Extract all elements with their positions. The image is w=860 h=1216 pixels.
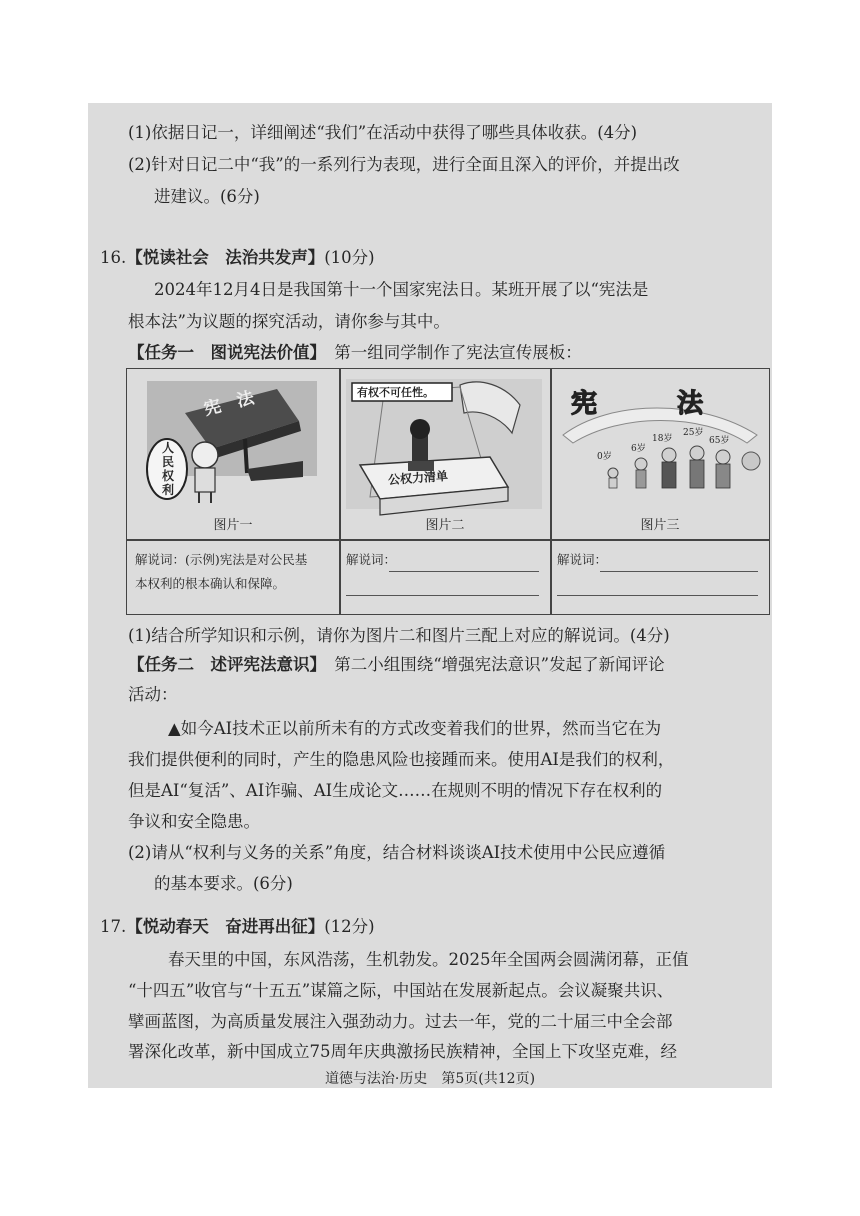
q15-part1: (1)依据日记一，详细阐述“我们”在活动中获得了哪些具体收获。(4分): [128, 123, 638, 142]
q17-line1: 春天里的中国，东风浩荡，生机勃发。2025年全国两会圆满闭幕，正值: [168, 950, 689, 969]
q16-intro-line2: 根本法”为议题的探究活动，请你参与其中。: [128, 312, 450, 331]
q16-score: (10分): [324, 248, 375, 267]
q16-part1: (1)结合所学知识和示例，请你为图片二和图片三配上对应的解说词。(4分): [128, 626, 670, 645]
picture-two-explanation-label: 解说词：: [346, 552, 397, 567]
q17-number: 17.: [100, 917, 127, 936]
task1-text: 第一组同学制作了宪法宣传展板：: [334, 343, 582, 362]
picture-one-label: 人民权利: [161, 441, 174, 497]
picture-two-box-label: 公权力清单: [387, 468, 449, 488]
exam-page: [88, 103, 772, 1088]
age-label: 65岁: [709, 436, 730, 446]
task2-line2: 活动：: [128, 685, 178, 704]
table-divider: [127, 539, 769, 541]
picture-three-answer-line[interactable]: [557, 595, 758, 596]
task2-text: 第二小组围绕“增强宪法意识”发起了新闻评论: [334, 655, 665, 674]
poster-table: [126, 368, 770, 615]
age-label: 6岁: [631, 444, 646, 454]
picture-two-caption: 图片二: [425, 518, 465, 533]
picture-three-banner-right: 法: [677, 389, 704, 419]
picture-three-caption: 图片三: [640, 518, 680, 533]
task2-line: [128, 653, 665, 677]
picture-two-answer-line[interactable]: [346, 595, 539, 596]
task2-title: 【任务二 述评宪法意识】: [128, 655, 318, 674]
q16-part2-line2: 的基本要求。(6分): [154, 874, 293, 893]
q17-title: 【悦动春天 奋进再出征】: [126, 917, 325, 936]
age-label: 18岁: [652, 434, 673, 444]
picture-three-cell: [551, 369, 769, 539]
picture-three-explanation-label: 解说词：: [557, 552, 608, 567]
picture-three-answer-line[interactable]: [600, 571, 758, 572]
news-line3: 但是AI“复活”、AI诈骗、AI生成论文……在规则不明的情况下存在权利的: [128, 781, 663, 800]
q17-line4: 署深化改革，新中国成立75周年庆典激扬民族精神，全国上下攻坚克难，经: [128, 1042, 677, 1061]
q17-line2: “十四五”收官与“十五五”谋篇之际，中国站在发展新起点。会议凝聚共识、: [128, 981, 674, 1000]
picture-two-cell: [340, 369, 550, 539]
picture-two-answer-line[interactable]: [389, 571, 539, 572]
news-line4: 争议和安全隐患。: [128, 812, 260, 831]
picture-one-cell: [127, 369, 339, 539]
age-label: 0岁: [597, 452, 612, 462]
page-footer: 道德与法治·历史 第5页(共12页): [324, 1071, 536, 1087]
task1-line: [128, 341, 582, 365]
picture-one-explanation-line1: 解说词：(示例)宪法是对公民基: [135, 552, 308, 567]
q15-part2-line1: (2)针对日记二中“我”的一系列行为表现，进行全面且深入的评价，并提出改: [128, 155, 680, 174]
q17-line3: 擘画蓝图，为高质量发展注入强劲动力。过去一年，党的二十届三中全会部: [128, 1012, 673, 1031]
picture-two-sign: 有权不可任性。: [357, 386, 434, 399]
q16-heading: [100, 246, 375, 270]
q17-heading: [100, 915, 375, 939]
q17-score: (12分): [324, 917, 375, 936]
news-line1: ▲如今AI技术正以前所未有的方式改变着我们的世界，然而当它在为: [168, 719, 662, 738]
news-line2: 我们提供便利的同时，产生的隐患风险也接踵而来。使用AI是我们的权利，: [128, 750, 675, 769]
task1-title: 【任务一 图说宪法价值】: [128, 343, 318, 362]
q16-intro-line1: 2024年12月4日是我国第十一个国家宪法日。某班开展了以“宪法是: [154, 280, 649, 299]
picture-one-caption: 图片一: [213, 518, 253, 533]
q16-title: 【悦读社会 法治共发声】: [126, 248, 325, 267]
picture-one-explanation-line2: 本权利的根本确认和保障。: [135, 576, 286, 591]
picture-one-sign: 宪 法: [201, 388, 257, 420]
age-label: 25岁: [683, 428, 704, 438]
q15-part2-line2: 进建议。(6分): [154, 187, 260, 206]
q16-number: 16.: [100, 248, 127, 267]
picture-three-banner-left: 宪: [571, 389, 598, 419]
q16-part2-line1: (2)请从“权利与义务的关系”角度，结合材料谈谈AI技术使用中公民应遵循: [128, 843, 666, 862]
